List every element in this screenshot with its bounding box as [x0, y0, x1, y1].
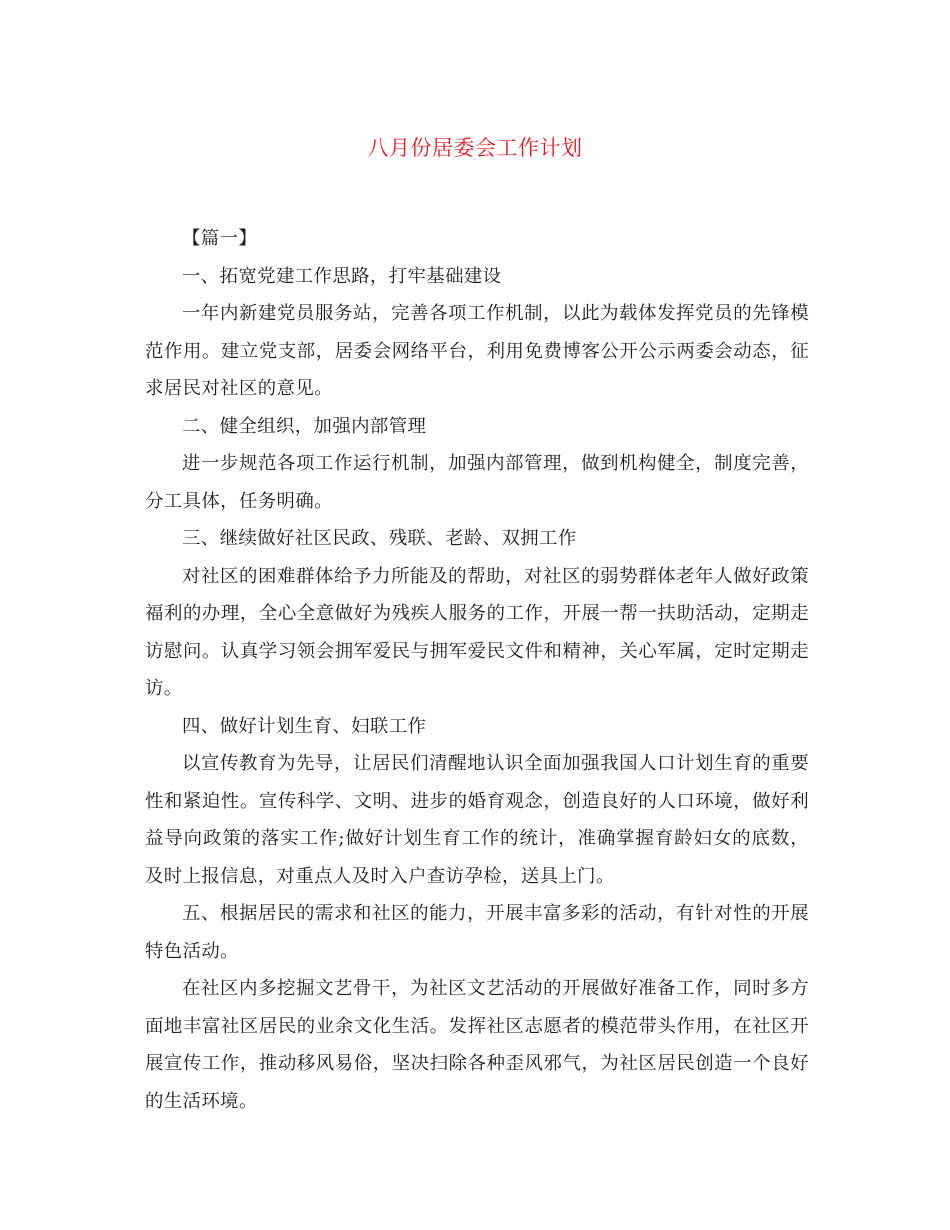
section-heading-5: 五、根据居民的需求和社区的能力，开展丰富多彩的活动，有针对性的开展特色活动。	[145, 903, 809, 962]
document-title: 八月份居委会工作计划	[367, 136, 583, 160]
section-heading-1: 一、拓宽党建工作思路，打牢基础建设	[182, 265, 502, 287]
section-paragraph-4: 以宣传教育为先导，让居民们清醒地认识全面加强我国人口计划生育的重要性和紧迫性。宣传科学、文明、进步的婚育观念，创造良好的人口环境，做好利益导向政策的落实工作;做好计划生育工作的统计，准确掌握育龄妇女的底数，及时上报信息，对重点人及时入户查访孕检，送具上门。	[145, 753, 809, 887]
section-heading-3: 三、继续做好社区民政、残联、老龄、双拥工作	[182, 528, 577, 549]
section-paragraph-1: 一年内新建党员服务站，完善各项工作机制，以此为载体发挥党员的先锋模范作用。建立党支部，居委会网络平台，利用免费博客公开公示两委会动态，征求居民对社区的意见。	[145, 303, 809, 399]
section-paragraph-5: 在社区内多挖掘文艺骨干，为社区文艺活动的开展做好准备工作，同时多方面地丰富社区居民的业余文化生活。发挥社区志愿者的模范带头作用，在社区开展宣传工作，推动移风易俗，坚决扫除各种歪风邪气，为社区居民创造一个良好的生活环境。	[145, 978, 809, 1112]
document-body	[145, 220, 809, 1120]
section-marker: 【篇一】	[182, 228, 258, 249]
section-heading-2: 二、健全组织，加强内部管理	[182, 415, 427, 437]
section-heading-4: 四、做好计划生育、妇联工作	[182, 715, 427, 737]
section-paragraph-3: 对社区的困难群体给予力所能及的帮助，对社区的弱势群体老年人做好政策福利的办理，全心全意做好为残疾人服务的工作，开展一帮一扶助活动，定期走访慰问。认真学习领会拥军爱民与拥军爱民文件和精神，关心军属，定时定期走访。	[145, 565, 809, 699]
section-paragraph-2: 进一步规范各项工作运行机制，加强内部管理，做到机构健全，制度完善，分工具体，任务明确。	[145, 453, 809, 512]
